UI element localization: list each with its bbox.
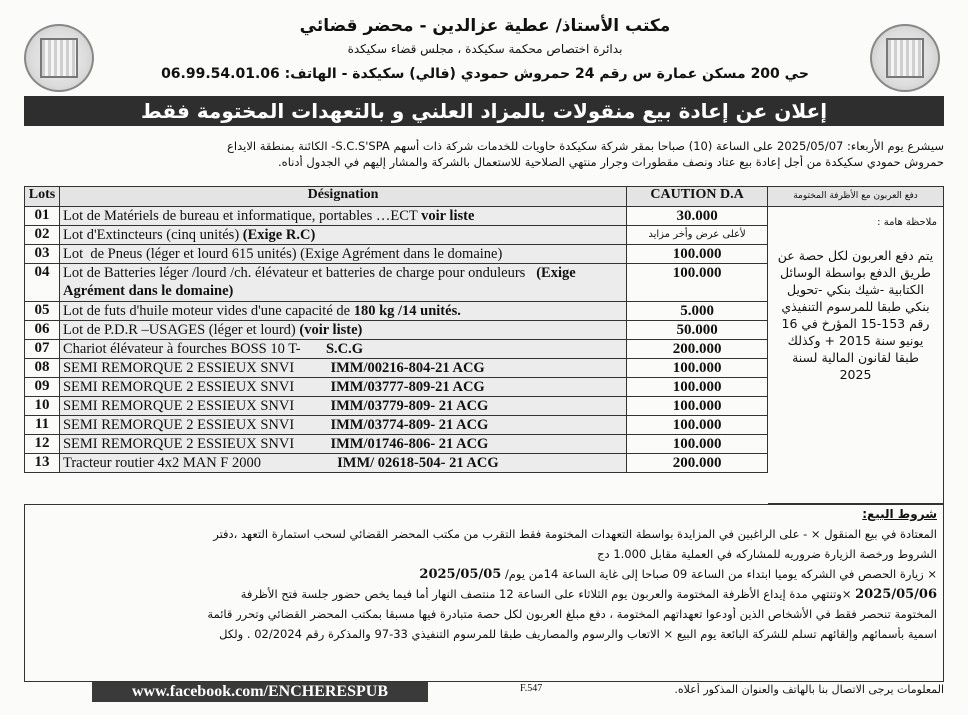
lot-designation [59, 340, 626, 359]
condition-line: المعتادة في بيع المنقول × - على الراغبين في المزايدة بواسطة التعهدات المختومة فقط التقرب من مكتب المحضر القضائي لسحب استمارة التعهد ،دفتر [213, 527, 937, 541]
designation-text: Lot de Pneus (léger et lourd 615 unités) (Exige Agrément dans le domaine) [62, 246, 503, 262]
condition-line: الشروط ورخصة الزيارة ضروريه للمشاركه في العملية مقابل 1.000 دج [597, 547, 937, 561]
designation-emphasis: 180 kg /14 unités. [353, 303, 461, 319]
lot-number: 10 [25, 397, 60, 416]
header-caution: CAUTION D.A [627, 187, 768, 207]
designation-emphasis: IMM/01746-806- 21 ACG [330, 436, 489, 452]
table-row [25, 416, 768, 435]
lot-designation [59, 245, 626, 264]
designation-text: Lot de P.D.R –USAGES (léger et lourd) [62, 322, 300, 338]
intro-line-1: سيشرع يوم الأربعاء: 2025/05/07 على الساعة (10) صباحا بمقر شركة سكيكدة حاويات للخدمات شركة ذات أسهم S.C.S'SPA- الكائنة بمنطقة الايداع [227, 139, 944, 153]
lot-number: 08 [25, 359, 60, 378]
conditions-title: شروط البيع: [862, 507, 937, 521]
designation-text: Lot de Matériels de bureau et informatique, portables …ECT [62, 208, 422, 224]
designation-emphasis: (voir liste) [299, 322, 363, 338]
lot-caution: 100.000 [627, 397, 768, 416]
important-note-label: ملاحظة هامة : [877, 217, 937, 228]
designation-emphasis: (Exige Agrément dans le domaine) [62, 265, 576, 299]
table-row [25, 226, 768, 245]
designation-text: Lot de Batteries léger /lourd /ch. élévateur et batteries de charge pour onduleurs [62, 265, 537, 281]
designation-emphasis: IMM/ 02618-504- 21 ACG [337, 455, 499, 471]
deposit-deadline-date: 2025/05/06 [855, 587, 937, 602]
header-designation: Désignation [59, 187, 626, 207]
lot-designation [59, 264, 626, 302]
lot-designation [59, 454, 626, 473]
table-row [25, 302, 768, 321]
lot-number: 04 [25, 264, 60, 302]
payment-instructions: يتم دفع العربون لكل حصة عن طريق الدفع بواسطة الوسائل الكتابية -شيك بنكي -تحويل بنكي طبقا للمرسوم التنفيذي رقم 153-15 المؤرخ في 16 يونيو سنة 2015 + وكذلك طبقا لقانون المالية لسنة 2025 [777, 248, 934, 382]
condition-line: اسمية بأسمائهم وإلقائهم تسلم للشركة البائعة يوم البيع × الاتعاب والرسوم والمصاريف طبقا للمرسوم التنفيذي 33-97 والمذكرة رقم 02/2024 . ولكل [219, 627, 937, 641]
lot-designation [59, 321, 626, 340]
condition-line: المختومة تنحصر فقط في الأشخاص الذين أودعوا تعهداتهم المختومة ، دفع مبلغ العربون لكل حصة متبادرة فيها مسبقا بمكتب المحضر القضائي وتحرر قائمة [207, 607, 937, 621]
office-title: مكتب الأستاذ/ عطية عزالدين - محضر قضائي [299, 16, 671, 36]
lot-caution: 5.000 [627, 302, 768, 321]
condition-line: × زيارة الحصص في الشركه يوميا ابتداء من الساعة 09 صباحا إلى غاية الساعة 14من يوم/ 2025/05/05 [419, 567, 937, 582]
designation-text: Tracteur routier 4x2 MAN F 2000 [62, 455, 338, 471]
designation-text: Lot de futs d'huile moteur vides d'une capacité de [62, 303, 354, 319]
contact-note: المعلومات يرجى الاتصال بنا بالهاتف والعنوان المذكور أعلاه. [674, 683, 944, 696]
table-row [25, 359, 768, 378]
payment-sidebar [768, 186, 944, 504]
table-row [25, 340, 768, 359]
designation-emphasis: voir liste [421, 208, 475, 224]
designation-emphasis: S.C.G [325, 341, 364, 357]
designation-text: Chariot élévateur à fourches BOSS 10 T- [62, 341, 326, 357]
notice-code: F.547 [520, 683, 543, 694]
lot-caution: 100.000 [627, 378, 768, 397]
lot-number: 12 [25, 435, 60, 454]
designation-text: Lot d'Extincteurs (cinq unités) [62, 227, 243, 243]
table-row [25, 397, 768, 416]
lot-designation [59, 435, 626, 454]
jurisdiction-line: بدائرة اختصاص محكمة سكيكدة ، مجلس قضاء سكيكدة [347, 42, 623, 56]
office-address: حي 200 مسكن عمارة س رقم 24 حمروش حمودي (فالي) سكيكدة - الهاتف: 06.99.54.01.06 [161, 66, 809, 82]
lot-caution: لأعلى عرض وأخر مزايد [627, 226, 768, 245]
table-row [25, 454, 768, 473]
lot-caution: 100.000 [627, 264, 768, 302]
lot-designation [59, 207, 626, 226]
header-lots: Lots [25, 187, 60, 207]
seal-left-emblem-icon [24, 24, 94, 92]
designation-emphasis: IMM/03774-809- 21 ACG [330, 417, 489, 433]
designation-text: SEMI REMORQUE 2 ESSIEUX SNVI [62, 360, 331, 376]
intro-line-2: حمروش حمودي سكيكدة من أجل إعادة بيع عتاد ونصف مقطورات وجرار منتهي الصلاحية للاستعمال بالشركة والمشار إليهم في الجدول أدناه. [278, 155, 944, 169]
sale-conditions-box [24, 504, 944, 682]
lot-number: 06 [25, 321, 60, 340]
designation-text: SEMI REMORQUE 2 ESSIEUX SNVI [62, 379, 331, 395]
lot-designation [59, 226, 626, 245]
designation-emphasis: (Exige R.C) [242, 227, 316, 243]
lot-number: 11 [25, 416, 60, 435]
announcement-banner: إعلان عن إعادة بيع منقولات بالمزاد العلني و بالتعهدات المختومة فقط [24, 96, 944, 126]
designation-text: SEMI REMORQUE 2 ESSIEUX SNVI [62, 398, 331, 414]
lot-designation [59, 302, 626, 321]
lot-caution: 50.000 [627, 321, 768, 340]
sidebar-header: دفع العربون مع الأظرفة المختومة [768, 187, 943, 207]
lot-designation [59, 416, 626, 435]
designation-emphasis: IMM/00216-804-21 ACG [330, 360, 485, 376]
lot-number: 09 [25, 378, 60, 397]
table-row [25, 435, 768, 454]
table-row [25, 321, 768, 340]
designation-emphasis: IMM/03777-809-21 ACG [330, 379, 485, 395]
seal-right-emblem-icon [870, 24, 940, 92]
lot-caution: 100.000 [627, 435, 768, 454]
designation-text: SEMI REMORQUE 2 ESSIEUX SNVI [62, 417, 331, 433]
lot-number: 03 [25, 245, 60, 264]
lot-caution: 30.000 [627, 207, 768, 226]
table-row [25, 264, 768, 302]
lot-caution: 100.000 [627, 245, 768, 264]
table-row [25, 207, 768, 226]
lot-number: 02 [25, 226, 60, 245]
lot-number: 13 [25, 454, 60, 473]
lot-number: 01 [25, 207, 60, 226]
facebook-link[interactable]: www.facebook.com/ENCHERESPUB [92, 682, 428, 702]
table-header-row [25, 187, 768, 207]
lot-designation [59, 378, 626, 397]
designation-text: SEMI REMORQUE 2 ESSIEUX SNVI [62, 436, 331, 452]
table-row [25, 245, 768, 264]
lot-designation [59, 397, 626, 416]
lot-caution: 100.000 [627, 416, 768, 435]
lot-caution: 200.000 [627, 454, 768, 473]
lot-caution: 200.000 [627, 340, 768, 359]
lot-number: 05 [25, 302, 60, 321]
designation-emphasis: IMM/03779-809- 21 ACG [330, 398, 489, 414]
lots-table [24, 186, 768, 473]
lot-designation [59, 359, 626, 378]
condition-line: 2025/05/06 ×وتنتهي مدة إيداع الأظرفة المختومة والعربون يوم الثلاثاء على الساعة 12 منتصف النهار أما فيما يخص حضور جلسة فتح الأظرفة [240, 587, 937, 602]
visit-end-date: 2025/05/05 [419, 567, 502, 582]
table-row [25, 378, 768, 397]
lot-caution: 100.000 [627, 359, 768, 378]
lot-number: 07 [25, 340, 60, 359]
